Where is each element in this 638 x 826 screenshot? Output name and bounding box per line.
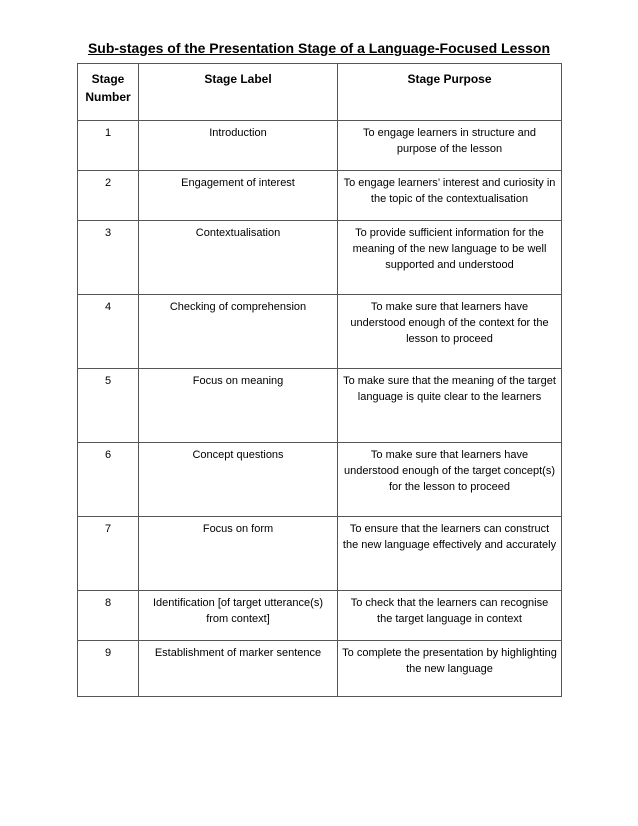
stage-purpose-cell: To make sure that the meaning of the target language is quite clear to the learners <box>338 369 562 443</box>
table-row <box>78 641 562 697</box>
stage-number-cell: 9 <box>78 641 139 697</box>
stage-purpose-cell: To check that the learners can recognise the target language in context <box>338 591 562 641</box>
stage-number-cell: 8 <box>78 591 139 641</box>
stage-purpose-cell: To engage learners in structure and purpose of the lesson <box>338 121 562 171</box>
table-row <box>78 121 562 171</box>
stage-label-cell: Concept questions <box>139 443 338 517</box>
stage-number-cell: 5 <box>78 369 139 443</box>
stage-label-cell: Focus on form <box>139 517 338 591</box>
stage-purpose-cell: To provide sufficient information for the meaning of the new language to be well supported and understood <box>338 221 562 295</box>
stage-purpose-cell: To ensure that the learners can construct the new language effectively and accurately <box>338 517 562 591</box>
stage-purpose-cell: To engage learners’ interest and curiosity in the topic of the contextualisation <box>338 171 562 221</box>
table-row <box>78 171 562 221</box>
table-row <box>78 221 562 295</box>
table-header-row <box>78 64 562 121</box>
table-row <box>78 443 562 517</box>
stage-label-cell: Introduction <box>139 121 338 171</box>
table-row <box>78 591 562 641</box>
stage-purpose-cell: To make sure that learners have understood enough of the context for the lesson to proceed <box>338 295 562 369</box>
stage-number-cell: 6 <box>78 443 139 517</box>
stage-number-cell: 4 <box>78 295 139 369</box>
stage-label-cell: Contextualisation <box>139 221 338 295</box>
stage-label-cell: Checking of comprehension <box>139 295 338 369</box>
header-stage-label: Stage Label <box>139 64 338 121</box>
stage-label-cell: Engagement of interest <box>139 171 338 221</box>
table-row <box>78 369 562 443</box>
stage-purpose-cell: To complete the presentation by highlighting the new language <box>338 641 562 697</box>
stage-label-cell: Focus on meaning <box>139 369 338 443</box>
stage-label-cell: Establishment of marker sentence <box>139 641 338 697</box>
document-title: Sub-stages of the Presentation Stage of a Language-Focused Lesson <box>87 40 551 56</box>
stage-label-cell: Identification [of target utterance(s) from context] <box>139 591 338 641</box>
stage-number-cell: 7 <box>78 517 139 591</box>
header-stage-number: Stage Number <box>78 64 139 121</box>
header-stage-purpose: Stage Purpose <box>338 64 562 121</box>
table-row <box>78 295 562 369</box>
stage-number-cell: 3 <box>78 221 139 295</box>
stages-table <box>77 63 562 697</box>
table-row <box>78 517 562 591</box>
stage-purpose-cell: To make sure that learners have understood enough of the target concept(s) for the lesson to proceed <box>338 443 562 517</box>
stage-number-cell: 1 <box>78 121 139 171</box>
stage-number-cell: 2 <box>78 171 139 221</box>
